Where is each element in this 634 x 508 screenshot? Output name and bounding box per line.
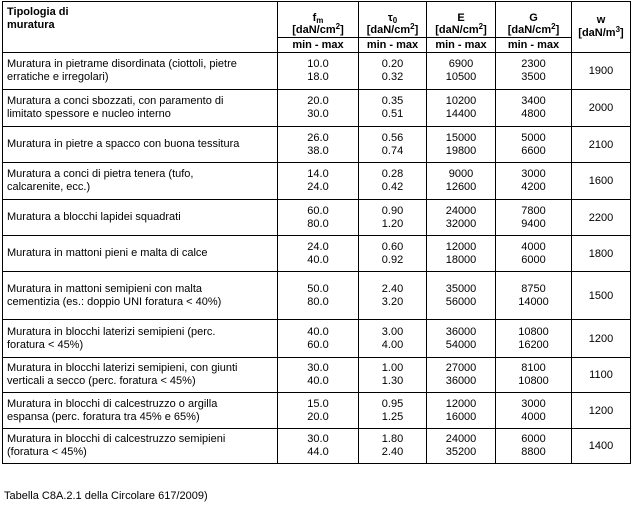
e-max: 10500 xyxy=(445,71,477,83)
tau-min: 0.90 xyxy=(381,204,404,217)
fm-min: 30.0 xyxy=(307,362,329,374)
e-min: 10200 xyxy=(445,95,477,107)
row-description-line2: cementizia (es.: doppio UNI foratura < 40%) xyxy=(7,295,222,308)
fm-min: 40.0 xyxy=(307,325,329,338)
row-g xyxy=(496,127,572,163)
row-tau xyxy=(359,236,427,272)
row-e xyxy=(427,429,496,464)
tau-min: 1.80 xyxy=(381,433,404,445)
row-e xyxy=(427,127,496,163)
tau-max: 0.92 xyxy=(381,253,404,266)
row-e xyxy=(427,320,496,358)
row-description-line1: Muratura in blocchi di calcestruzzo o argilla xyxy=(7,397,218,410)
header-w-symbol: w xyxy=(596,14,606,26)
row-tau xyxy=(359,358,427,393)
row-tau xyxy=(359,53,427,90)
e-min: 9000 xyxy=(448,168,474,180)
header-fm-unit: [daN/cm xyxy=(292,24,336,36)
tau-min: 3.00 xyxy=(381,325,404,338)
g-min: 3400 xyxy=(521,95,546,107)
tau-min: 0.95 xyxy=(381,397,404,410)
row-w: 1400 xyxy=(572,429,631,464)
row-description-line1: Muratura in blocchi laterizi semipieni, con giunti xyxy=(7,362,238,374)
fm-min: 30.0 xyxy=(307,433,329,445)
table-row xyxy=(3,200,631,236)
fm-max: 18.0 xyxy=(307,71,329,83)
header-g-range: min - max xyxy=(496,38,572,53)
table-row xyxy=(3,429,631,464)
fm-max: 80.0 xyxy=(307,217,329,230)
header-tau xyxy=(359,2,427,38)
row-description-line2: (foratura < 45%) xyxy=(7,446,87,458)
fm-max: 24.0 xyxy=(307,181,329,193)
e-max: 32000 xyxy=(445,217,477,230)
header-tau-range: min - max xyxy=(359,38,427,53)
header-fm-unit-close: ] xyxy=(340,24,344,36)
tau-max: 1.20 xyxy=(381,217,404,230)
tau-min: 0.20 xyxy=(381,58,404,70)
fm-min: 20.0 xyxy=(307,95,329,107)
g-max: 3500 xyxy=(521,71,546,83)
tau-min: 0.28 xyxy=(381,168,404,180)
fm-max: 40.0 xyxy=(307,253,329,266)
row-description-line1: Muratura in mattoni pieni e malta di calce xyxy=(7,247,208,259)
row-description xyxy=(3,200,278,236)
header-g-unit: [daN/cm xyxy=(507,24,552,36)
fm-min: 15.0 xyxy=(307,397,329,410)
row-description-line2: erratiche e irregolari) xyxy=(7,71,109,83)
row-tau xyxy=(359,429,427,464)
row-fm xyxy=(278,429,359,464)
e-min: 35000 xyxy=(445,282,477,295)
header-tau-unit-exp: 2 xyxy=(410,22,415,31)
tau-min: 1.00 xyxy=(381,362,404,374)
row-w: 2100 xyxy=(572,127,631,163)
row-e xyxy=(427,272,496,320)
row-tau xyxy=(359,127,427,163)
row-tau xyxy=(359,163,427,200)
tau-max: 0.51 xyxy=(381,108,404,120)
header-tau-unit-close: ] xyxy=(414,24,419,36)
header-typology xyxy=(3,2,278,53)
g-max: 6000 xyxy=(521,253,546,266)
fm-min: 14.0 xyxy=(307,168,329,180)
table-row xyxy=(3,53,631,90)
fm-min: 26.0 xyxy=(307,131,329,144)
g-min: 2300 xyxy=(521,58,546,70)
g-min: 4000 xyxy=(521,240,546,253)
row-description xyxy=(3,272,278,320)
tau-max: 0.74 xyxy=(381,144,404,157)
row-w: 2000 xyxy=(572,90,631,127)
header-w xyxy=(572,2,631,53)
e-max: 16000 xyxy=(445,410,477,423)
g-max: 6600 xyxy=(521,144,546,157)
row-tau xyxy=(359,272,427,320)
header-tau-subscript: 0 xyxy=(392,16,398,25)
row-w: 1200 xyxy=(572,393,631,429)
row-e xyxy=(427,163,496,200)
tau-min: 0.35 xyxy=(381,95,404,107)
g-min: 3000 xyxy=(521,397,546,410)
row-tau xyxy=(359,200,427,236)
tau-max: 4.00 xyxy=(381,338,404,351)
tau-max: 1.30 xyxy=(381,375,404,387)
row-w: 1600 xyxy=(572,163,631,200)
tau-min: 0.60 xyxy=(381,240,404,253)
row-description-line2: calcarenite, ecc.) xyxy=(7,181,91,193)
row-description-line1: Muratura in pietrame disordinata (ciottoli, pietre xyxy=(7,58,237,70)
header-g-unit-exp: 2 xyxy=(551,22,556,31)
table-row xyxy=(3,90,631,127)
table-body xyxy=(3,53,631,464)
row-description-line1: Muratura in mattoni semipieni con malta xyxy=(7,282,203,295)
row-w: 1500 xyxy=(572,272,631,320)
row-fm xyxy=(278,200,359,236)
fm-max: 20.0 xyxy=(307,410,329,423)
header-e xyxy=(427,2,496,38)
table-row xyxy=(3,127,631,163)
row-g xyxy=(496,358,572,393)
row-fm xyxy=(278,163,359,200)
row-description-line1: Muratura a conci di pietra tenera (tufo, xyxy=(7,168,194,180)
g-max: 4000 xyxy=(521,410,546,423)
row-g xyxy=(496,236,572,272)
e-min: 24000 xyxy=(445,204,477,217)
e-min: 24000 xyxy=(445,433,477,445)
row-w: 1800 xyxy=(572,236,631,272)
header-fm-range: min - max xyxy=(278,38,359,53)
row-fm xyxy=(278,127,359,163)
fm-min: 50.0 xyxy=(307,282,329,295)
header-g xyxy=(496,2,572,38)
row-tau xyxy=(359,393,427,429)
row-e xyxy=(427,358,496,393)
row-description-line1: Muratura a blocchi lapidei squadrati xyxy=(7,211,181,223)
header-g-unit-close: ] xyxy=(555,24,560,36)
g-min: 6000 xyxy=(521,433,546,445)
tau-min: 0.56 xyxy=(381,131,404,144)
row-e xyxy=(427,236,496,272)
e-min: 27000 xyxy=(445,362,477,374)
row-description xyxy=(3,358,278,393)
row-g xyxy=(496,429,572,464)
row-tau xyxy=(359,90,427,127)
masonry-properties-table xyxy=(2,1,631,464)
e-max: 54000 xyxy=(445,338,477,351)
row-fm xyxy=(278,90,359,127)
table-row xyxy=(3,236,631,272)
row-e xyxy=(427,200,496,236)
g-min: 8750 xyxy=(521,282,546,295)
header-fm xyxy=(278,2,359,38)
tau-max: 2.40 xyxy=(381,446,404,458)
row-description xyxy=(3,236,278,272)
g-max: 16200 xyxy=(518,338,549,351)
header-tau-unit: [daN/cm xyxy=(366,24,411,36)
g-max: 8800 xyxy=(521,446,546,458)
header-typology-line1: Tipologia di xyxy=(7,6,69,18)
fm-max: 30.0 xyxy=(307,108,329,120)
row-description-line2: espansa (perc. foratura tra 45% e 65%) xyxy=(7,410,200,423)
fm-max: 38.0 xyxy=(307,144,329,157)
g-max: 9400 xyxy=(521,217,546,230)
e-min: 12000 xyxy=(445,240,477,253)
e-max: 19800 xyxy=(445,144,477,157)
header-typology-line2: muratura xyxy=(7,19,55,31)
fm-max: 40.0 xyxy=(307,375,329,387)
e-min: 12000 xyxy=(445,397,477,410)
header-fm-unit-exp: 2 xyxy=(335,22,341,31)
table-row xyxy=(3,320,631,358)
header-w-unit: [daN/m xyxy=(578,27,616,39)
header-row xyxy=(3,2,631,38)
row-description-line2: foratura < 45%) xyxy=(7,338,84,351)
row-g xyxy=(496,53,572,90)
row-description xyxy=(3,127,278,163)
row-description-line1: Muratura in blocchi laterizi semipieni (perc. xyxy=(7,325,216,338)
row-description xyxy=(3,429,278,464)
header-e-unit-close: ] xyxy=(483,24,487,36)
row-g xyxy=(496,200,572,236)
tau-max: 1.25 xyxy=(381,410,404,423)
e-max: 14400 xyxy=(445,108,477,120)
g-max: 14000 xyxy=(518,295,549,308)
e-max: 35200 xyxy=(445,446,477,458)
e-max: 36000 xyxy=(445,375,477,387)
row-description-line2: verticali a secco (perc. foratura < 45%) xyxy=(7,375,196,387)
row-fm xyxy=(278,320,359,358)
e-min: 15000 xyxy=(445,131,477,144)
fm-min: 60.0 xyxy=(307,204,329,217)
row-tau xyxy=(359,320,427,358)
tau-max: 3.20 xyxy=(381,295,404,308)
header-fm-symbol: f xyxy=(312,12,317,24)
row-g xyxy=(496,163,572,200)
fm-min: 24.0 xyxy=(307,240,329,253)
row-description xyxy=(3,393,278,429)
row-e xyxy=(427,90,496,127)
fm-min: 10.0 xyxy=(307,58,329,70)
header-e-unit: [daN/cm xyxy=(435,24,479,36)
row-description xyxy=(3,163,278,200)
header-e-symbol: E xyxy=(457,12,465,24)
header-e-unit-exp: 2 xyxy=(478,22,484,31)
row-e xyxy=(427,53,496,90)
header-fm-subscript: m xyxy=(316,16,324,25)
row-w: 2200 xyxy=(572,200,631,236)
row-g xyxy=(496,393,572,429)
tau-max: 0.32 xyxy=(381,71,404,83)
row-w: 1100 xyxy=(572,358,631,393)
g-min: 5000 xyxy=(521,131,546,144)
fm-max: 44.0 xyxy=(307,446,329,458)
row-description xyxy=(3,320,278,358)
row-g xyxy=(496,320,572,358)
g-min: 10800 xyxy=(518,325,549,338)
row-description-line1: Muratura a conci sbozzati, con paramento di xyxy=(7,95,224,107)
row-description-line1: Muratura in pietre a spacco con buona tessitura xyxy=(7,138,240,150)
header-w-unit-exp: 3 xyxy=(615,25,621,34)
table-row xyxy=(3,393,631,429)
header-e-range: min - max xyxy=(427,38,496,53)
table-caption: Tabella C8A.2.1 della Circolare 617/2009) xyxy=(4,490,208,502)
row-fm xyxy=(278,236,359,272)
row-description-line1: Muratura in blocchi di calcestruzzo semipieni xyxy=(7,433,226,445)
row-description xyxy=(3,90,278,127)
row-fm xyxy=(278,393,359,429)
table-row xyxy=(3,163,631,200)
tau-min: 2.40 xyxy=(381,282,404,295)
e-max: 12600 xyxy=(445,181,477,193)
fm-max: 60.0 xyxy=(307,338,329,351)
e-max: 56000 xyxy=(445,295,477,308)
row-description xyxy=(3,53,278,90)
fm-max: 80.0 xyxy=(307,295,329,308)
row-description-line2: limitato spessore e nucleo interno xyxy=(7,108,171,120)
tau-max: 0.42 xyxy=(381,181,404,193)
row-g xyxy=(496,90,572,127)
row-w: 1200 xyxy=(572,320,631,358)
g-min: 3000 xyxy=(521,168,546,180)
table-row xyxy=(3,272,631,320)
e-min: 36000 xyxy=(445,325,477,338)
g-max: 4200 xyxy=(521,181,546,193)
table-row xyxy=(3,358,631,393)
e-max: 18000 xyxy=(445,253,477,266)
g-min: 8100 xyxy=(521,362,546,374)
header-tau-symbol: τ xyxy=(387,12,393,24)
header-g-symbol: G xyxy=(529,12,538,24)
g-max: 4800 xyxy=(521,108,546,120)
header-w-unit-close: ] xyxy=(620,27,624,39)
row-g xyxy=(496,272,572,320)
g-max: 10800 xyxy=(518,375,549,387)
row-e xyxy=(427,393,496,429)
g-min: 7800 xyxy=(521,204,546,217)
row-fm xyxy=(278,358,359,393)
e-min: 6900 xyxy=(448,58,474,70)
row-fm xyxy=(278,53,359,90)
row-fm xyxy=(278,272,359,320)
row-w: 1900 xyxy=(572,53,631,90)
